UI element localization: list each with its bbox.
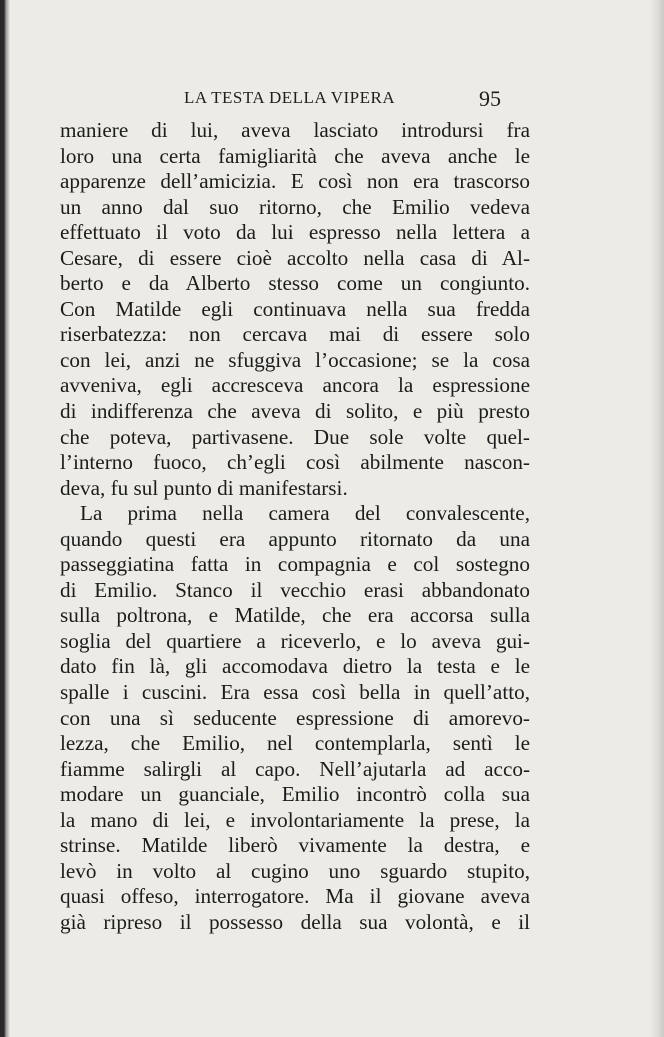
text-line: deva, fu sul punto di manifestarsi. <box>60 475 348 500</box>
running-title: LA TESTA DELLA VIPERA <box>184 88 396 107</box>
text-line: che poteva, partivasene. Due sole volte quel- <box>60 424 530 449</box>
page-header <box>60 88 530 114</box>
text-line: Con Matilde egli continuava nella sua fredda <box>60 296 530 321</box>
text-line: levò in volto al cugino uno sguardo stupito, <box>60 858 530 883</box>
text-line: sulla poltrona, e Matilde, che era accorsa sulla <box>60 603 530 628</box>
text-line: l’interno fuoco, ch’egli così abilmente nascon- <box>60 450 530 475</box>
text-line: di indifferenza che aveva di solito, e più presto <box>60 399 530 424</box>
text-line: la mano di lei, e involontariamente la prese, la <box>60 807 530 832</box>
text-line: La prima nella camera del convalescente, <box>80 501 530 526</box>
text-line: fiamme salirgli al capo. Nell’ajutarla ad acco- <box>60 756 530 781</box>
text-line: loro una certa famigliarità che aveva anche le <box>60 143 530 168</box>
text-line: strinse. Matilde liberò vivamente la destra, e <box>60 833 530 858</box>
text-line: riserbatezza: non cercava mai di essere solo <box>60 322 530 347</box>
text-line: spalle i cuscini. Era essa così bella in quell’atto, <box>60 680 530 705</box>
text-line: soglia del quartiere a riceverlo, e lo aveva gui- <box>60 628 530 653</box>
text-line: lezza, che Emilio, nel contemplarla, sentì le <box>60 731 530 756</box>
text-line: un anno dal suo ritorno, che Emilio vedeva <box>60 194 530 219</box>
text-line: berto e da Alberto stesso come un congiunto. <box>60 271 530 296</box>
text-line: con lei, anzi ne sfuggiva l’occasione; se la cosa <box>60 347 530 372</box>
text-line: effettuato il voto da lui espresso nella lettera a <box>60 220 530 245</box>
text-line: di Emilio. Stanco il vecchio erasi abbandonato <box>60 577 530 602</box>
text-line: modare un guanciale, Emilio incontrò colla sua <box>60 782 530 807</box>
page-left-edge <box>0 0 10 1037</box>
text-line: maniere di lui, aveva lasciato introdursi fra <box>60 118 530 142</box>
text-line: quasi offeso, interrogatore. Ma il giovane aveva <box>60 884 530 909</box>
body-text <box>60 118 530 936</box>
page-right-edge <box>650 0 664 1037</box>
text-line: passeggiatina fatta in compagnia e col sostegno <box>60 552 530 577</box>
text-line: quando questi era appunto ritornato da una <box>60 526 530 551</box>
text-line: già ripreso il possesso della sua volontà, e il <box>60 909 530 934</box>
text-line: avveniva, egli accresceva ancora la espressione <box>60 373 530 398</box>
text-line: dato fin là, gli accomodava dietro la testa e le <box>60 654 530 679</box>
text-line: Cesare, di essere cioè accolto nella casa di Al- <box>60 245 530 270</box>
page-number: 95 <box>479 86 501 111</box>
text-line: con una sì seducente espressione di amorevo- <box>60 705 530 730</box>
text-line: apparenze dell’amicizia. E così non era trascorso <box>60 169 530 194</box>
